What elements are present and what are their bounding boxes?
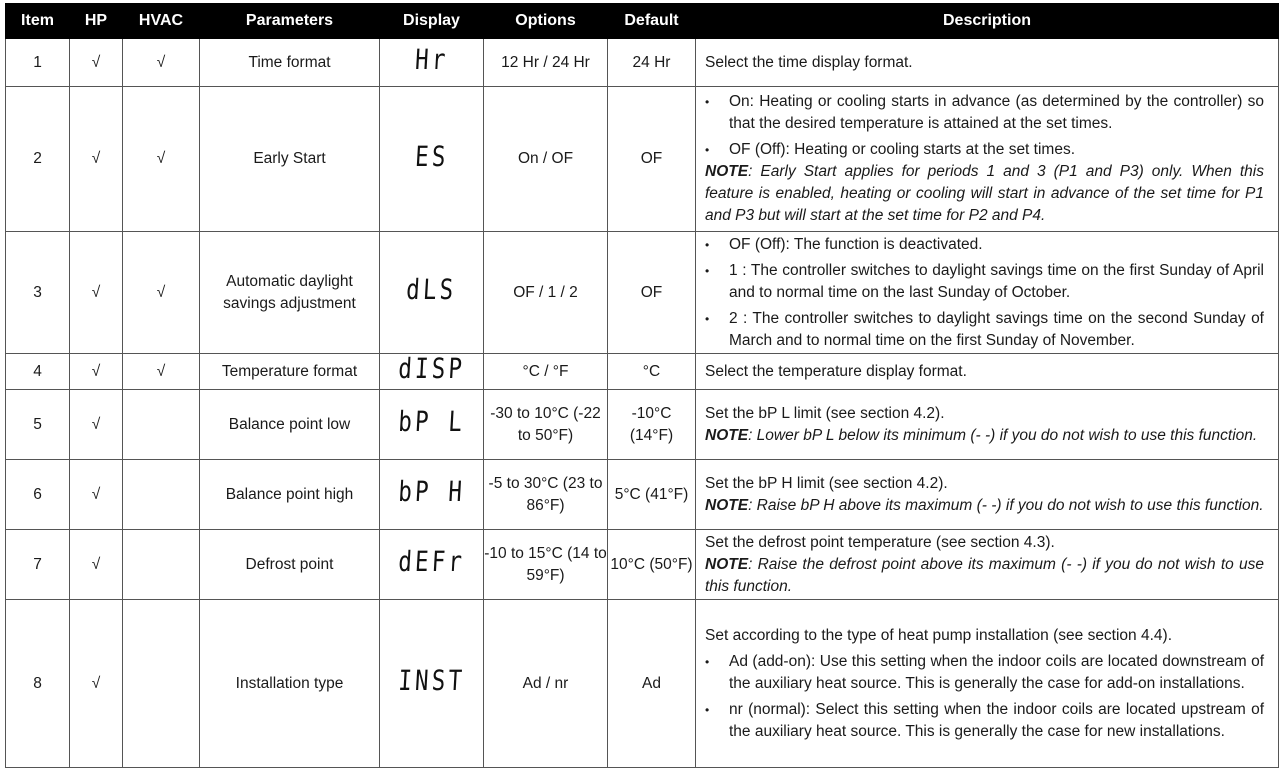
description-note (705, 425, 1264, 447)
default-cell: °C (608, 354, 696, 390)
description-note (705, 554, 1264, 598)
table-row (6, 39, 1279, 87)
default-cell: 24 Hr (608, 39, 696, 87)
description-bullet: • 2 : The controller switches to daylight savings time on the second Sunday of March and to normal time on the first Sunday of November. (705, 308, 1264, 352)
header-default: Default (608, 4, 696, 39)
default-cell: 5°C (41°F) (608, 460, 696, 530)
note-label: NOTE (705, 555, 749, 573)
description-cell (696, 39, 1279, 87)
table-row (6, 600, 1279, 768)
note-text: : Lower bP L below its minimum (- -) if you do not wish to use this function. (748, 426, 1258, 444)
note-text: : Raise bP H above its maximum (- -) if you do not wish to use this function. (748, 496, 1264, 514)
description-bullet: • nr (normal): Select this setting when the indoor coils are located upstream of the auxiliary heat source. This is generally the case for new installations. (705, 699, 1264, 743)
description-note (705, 161, 1264, 227)
description-bullet: • 1 : The controller switches to daylight savings time on the first Sunday of April and to normal time on the last Sunday of October. (705, 260, 1264, 304)
options-cell: -5 to 30°C (23 to 86°F) (484, 460, 608, 530)
options-cell: 12 Hr / 24 Hr (484, 39, 608, 87)
hp-check-cell: √ (70, 232, 123, 354)
hp-check-cell: √ (70, 39, 123, 87)
description-text: Set according to the type of heat pump installation (see section 4.4). (705, 626, 1172, 644)
display-cell (380, 460, 484, 530)
item-cell: 4 (6, 354, 70, 390)
description-bullet: • Ad (add-on): Use this setting when the indoor coils are located downstream of the auxiliary heat source. This is generally the case for add-on installations. (705, 651, 1264, 695)
lcd-display-code: bP L (397, 405, 466, 438)
description-cell (696, 600, 1279, 768)
hvac-check-cell (123, 600, 200, 768)
header-hvac: HVAC (123, 4, 200, 39)
options-cell: On / OF (484, 87, 608, 232)
description-cell (696, 530, 1279, 600)
parameter-cell: Early Start (200, 87, 380, 232)
hp-check-cell: √ (70, 87, 123, 232)
lcd-display-code: ES (413, 139, 450, 173)
description-cell (696, 460, 1279, 530)
item-cell: 5 (6, 390, 70, 460)
description-text: Select the temperature display format. (705, 362, 967, 380)
options-cell: OF / 1 / 2 (484, 232, 608, 354)
parameter-cell: Temperature format (200, 354, 380, 390)
header-description: Description (696, 4, 1279, 39)
lcd-display-code: dEFr (397, 545, 466, 578)
note-text: : Early Start applies for periods 1 and 3 (P1 and P3) only. When this feature is enabled, heating or cooling will start in advance of the set time for P1 and P3 but will start at the set time for P2 and P4. (705, 163, 1264, 224)
display-cell (380, 232, 484, 354)
parameter-cell: Time format (200, 39, 380, 87)
table-row (6, 460, 1279, 530)
description-cell (696, 87, 1279, 232)
hvac-check-cell: √ (123, 39, 200, 87)
table-body (6, 39, 1279, 768)
description-text: Set the bP L limit (see section 4.2). (705, 404, 945, 422)
table-row (6, 530, 1279, 600)
lcd-display-code: bP H (397, 475, 466, 508)
hp-check-cell: √ (70, 600, 123, 768)
hvac-check-cell (123, 460, 200, 530)
item-cell: 1 (6, 39, 70, 87)
item-cell: 7 (6, 530, 70, 600)
description-bullet-list (705, 234, 1264, 352)
header-options: Options (484, 4, 608, 39)
description-bullet-list (705, 651, 1264, 743)
hp-check-cell: √ (70, 390, 123, 460)
table-row (6, 232, 1279, 354)
display-cell (380, 600, 484, 768)
item-cell: 6 (6, 460, 70, 530)
hvac-check-cell: √ (123, 87, 200, 232)
hp-check-cell: √ (70, 354, 123, 390)
description-text: Set the defrost point temperature (see section 4.3). (705, 533, 1055, 551)
description-text: Select the time display format. (705, 53, 913, 71)
parameter-table (5, 3, 1279, 768)
item-cell: 8 (6, 600, 70, 768)
header-display: Display (380, 4, 484, 39)
parameter-cell: Balance point high (200, 460, 380, 530)
description-note (705, 495, 1264, 517)
note-label: NOTE (705, 163, 749, 180)
lcd-display-code: INST (397, 664, 466, 697)
display-cell (380, 530, 484, 600)
default-cell: 10°C (50°F) (608, 530, 696, 600)
note-label: NOTE (705, 426, 749, 444)
parameter-cell: Defrost point (200, 530, 380, 600)
item-cell: 3 (6, 232, 70, 354)
options-cell: Ad / nr (484, 600, 608, 768)
description-text: Set the bP H limit (see section 4.2). (705, 474, 948, 492)
description-cell (696, 354, 1279, 390)
description-bullet: • OF (Off): Heating or cooling starts at the set times. (705, 139, 1264, 161)
table-row (6, 87, 1279, 232)
options-cell: -30 to 10°C (-22 to 50°F) (484, 390, 608, 460)
display-cell (380, 390, 484, 460)
default-cell: Ad (608, 600, 696, 768)
parameter-cell: Balance point low (200, 390, 380, 460)
table-row (6, 390, 1279, 460)
hvac-check-cell: √ (123, 232, 200, 354)
note-label: NOTE (705, 496, 749, 514)
hvac-check-cell: √ (123, 354, 200, 390)
description-cell (696, 232, 1279, 354)
header-parameters: Parameters (200, 4, 380, 39)
default-cell: -10°C (14°F) (608, 390, 696, 460)
options-cell: °C / °F (484, 354, 608, 390)
parameter-table-wrapper (5, 3, 1278, 768)
hp-check-cell: √ (70, 460, 123, 530)
lcd-display-code: dLS (405, 273, 458, 306)
note-text: : Raise the defrost point above its maximum (- -) if you do not wish to use this function. (705, 555, 1264, 595)
table-row (6, 354, 1279, 390)
description-bullet: • OF (Off): The function is deactivated. (705, 234, 1264, 256)
lcd-display-code: Hr (413, 43, 450, 76)
display-cell (380, 354, 484, 390)
parameter-cell: Automatic daylight savings adjustment (200, 232, 380, 354)
description-bullet: • On: Heating or cooling starts in advance (as determined by the controller) so that the desired temperature is attained at the set times. (705, 91, 1264, 135)
header-item: Item (6, 4, 70, 39)
display-cell (380, 39, 484, 87)
description-cell (696, 390, 1279, 460)
hvac-check-cell (123, 530, 200, 600)
parameter-cell: Installation type (200, 600, 380, 768)
default-cell: OF (608, 87, 696, 232)
description-bullet-list (705, 91, 1264, 161)
default-cell: OF (608, 232, 696, 354)
table-header-row (6, 4, 1279, 39)
header-hp: HP (70, 4, 123, 39)
hp-check-cell: √ (70, 530, 123, 600)
hvac-check-cell (123, 390, 200, 460)
options-cell: -10 to 15°C (14 to 59°F) (484, 530, 608, 600)
lcd-display-code: dISP (397, 352, 466, 385)
display-cell (380, 87, 484, 232)
item-cell: 2 (6, 87, 70, 232)
